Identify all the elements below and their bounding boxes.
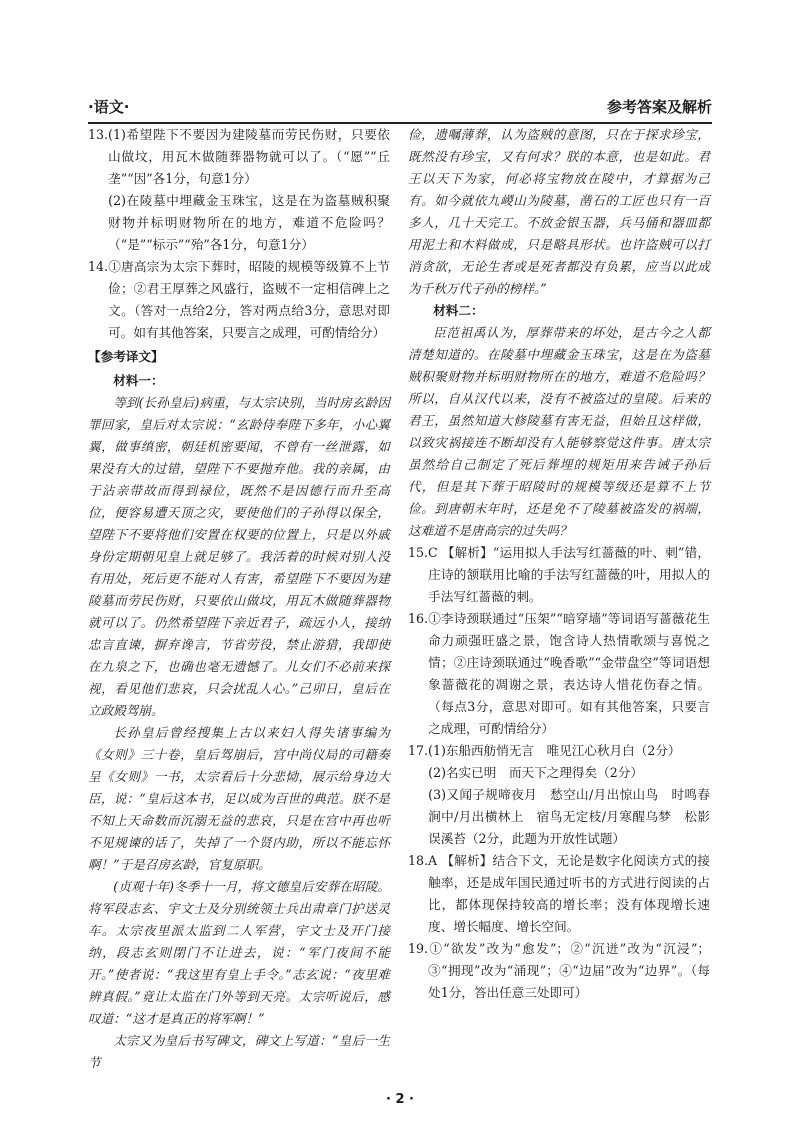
answer-13-2: (2)在陵墓中埋藏金玉珠宝，这是在为盗墓贼积聚财物并标明财物所在的地方，难道不危险吗？（“是”“标示”“殆”各1分，句意1分） [108,193,390,252]
material-1-paragraph: 等到(长孙皇后)病重，与太宗诀别，当时房玄龄因罪回家，皇后对太宗说：“玄龄侍奉陛下多年，小心翼翼，做事缜密，朝廷机密要闻，不曾有一丝泄露，如果没有大的过错，望陛下不要抛弃他。我的亲属，由于沾亲带故而得到禄位，既然不是因德行而升至高位，便容易遭天顶之灾，要使他们的子孙得以保全，望陛下不要将他们安置在权要的位置上，只是以外戚身份定期朝见皇上就足够了。我活着的时候对别人没有用处，死后更不能对人有害，希望陛下不要因为建陵墓而劳民伤财，只要依山做坟，用瓦木做随葬器物就可以了。仍然希望陛下亲近君子，疏远小人，接纳忠言直谏，摒弃谗言，节省劳役，禁止游猎，我即使在九泉之下，也确也毫无遗憾了。儿女们不必前来探视，看见他们悲哀，只会扰乱人心。”己卯日，皇后在立政殿驾崩。 [88,395,390,718]
answer-18: 18.A 【解析】结合下文，无论是数字化阅读方式的接触率，还是成年国民通过听书的方式进行阅读的占比，都体现保持较高的增长率；没有体现增长速度、增长幅度、增长空间。 [408,853,710,934]
page-number: · 2 · [386,1092,414,1107]
answer-17-3: (3)又闻子规啼夜月 愁空山/月出惊山鸟 时鸣春涧中/月出横林上 宿鸟无定枝/月寒醒乌梦 松影误溪苔（2分，此题为开放性试题） [428,787,710,846]
material-1-paragraph: 长孙皇后曾经搜集上古以来妇人得失诸事编为《女则》三十卷，皇后驾崩后，宫中尚仪局的司籍奏呈《女则》一书，太宗看后十分悲恸，展示给身边大臣，说：“皇后这本书，足以成为百世的典范。朕不是不知上天命数而沉溺无益的悲哀，只是在宫中再也听不见规谏的话了，失掉了一个贤内助，所以不能忘怀啊！”于是召房玄龄，官复原职。 [88,725,390,872]
page-header [88,96,712,124]
answer-17-2: (2)名实已明 而天下之理得矣（2分） [428,765,643,780]
answer-17-1: 17.(1)东船西舫悄无言 唯见江心秋月白（2分） [408,743,681,758]
subject-label: ·语文· [88,98,130,116]
section-title: 参考答案及解析 [606,98,712,116]
material-2-paragraph: 臣范祖禹认为，厚葬带来的坏处，是古今之人都清楚知道的。在陵墓中埋藏金玉珠宝，这是在为盗墓贼积聚财物并标明财物所在的地方，难道不危险吗？所以，自从汉代以来，没有不被盗过的皇陵。后来的君王，虽然知道大修陵墓有害无益，但始且这样做，以致灾祸接连不断却没有人能够察觉这件事。唐太宗虽然给自己制定了死后葬埋的规矩用来告诫子孙后代，但是其下葬于昭陵时的规模等级还是算不上节俭。到唐朝末年时，还是免不了陵墓被盗发的祸端，这难道不是唐高宗的过失吗？ [408,325,710,538]
material-1-paragraph: (贞观十年)冬季十一月，将文德皇后安葬在昭陵。将军段志玄、宇文士及分别统领士兵出肃章门护送灵车。太宗夜里派太监到二人军营，宇文士及开门接纳，段志玄则閉门不让进去，说：“军门夜间不能开。”使者说：“我这里有皇上手令。”志玄说：“夜里难辨真假。”竟让太监在门外等到天亮。太宗听说后，感叹道：“这才是真正的将军啊！” [88,879,390,1026]
answer-16: 16.①李诗颈联通过“压架”“暗穿墙”等词语写蔷薇花生命力顽强旺盛之景，饱含诗人热情歌颂与喜悦之情；②庄诗颈联通过“晚香歌”“金带盘空”等词语想象蔷薇花的凋谢之景，表达诗人惜花伤春之情。（每点3分，意思对即可。如有其他答案，只要言之成理，可酌情给分） [408,611,710,736]
answer-19: 19.①“欲发”改为“愈发”；②“沉迸”改为“沉浸”；③“拥现”改为“涌现”；④“边届”改为“边界”。（每处1分，答出任意三处即可） [408,941,710,1000]
answer-14: 14.①唐高宗为太宗下葬时，昭陵的规模等级算不上节俭；②君王厚葬之风盛行，盗贼不一定相信碑上之文。（答对一点给2分，答对两点给3分，意思对即可。如有其他答案，只要言之成理，可酌情给分） [88,259,390,340]
right-column [408,124,710,1004]
material-1-title: 材料一： [113,373,164,388]
material-1-continued: 俭，遗嘱薄葬，认为盗贼的意图，只在于探求珍宝，既然没有珍宝，又有何求？朕的本意，也是如此。君王以天下为家，何必将宝物放在陵中，才算据为己有。如今就依九嵕山为陵墓，凿石的工匠也只有一百多人，几十天完工。不放金银玉器，兵马俑和器皿都用泥土和木料做成，只是略具形状。也许盗贼可以打消贪欲，无论生者或是死者都没有负累，应当以此成为千秋万代子孙的榜样。” [408,127,710,296]
left-column [88,124,390,1074]
answer-13-1: 13.(1)希望陛下不要因为建陵墓而劳民伤财，只要依山做坟，用瓦木做随葬器物就可以了。（“愿”“丘垄”“因”各1分，句意1分） [88,127,390,186]
material-1-paragraph: 太宗又为皇后书写碑文，碑文上写道：“皇后一生节 [88,1033,390,1070]
material-2-title: 材料二： [433,303,484,318]
answer-15: 15.C 【解析】“运用拟人手法写红蔷薇的叶、刺”错，庄诗的颔联用比喻的手法写红蔷薇的叶，用拟人的手法写红蔷薇的刺。 [408,545,710,604]
reference-translation-title: 【参考译文】 [88,349,164,364]
